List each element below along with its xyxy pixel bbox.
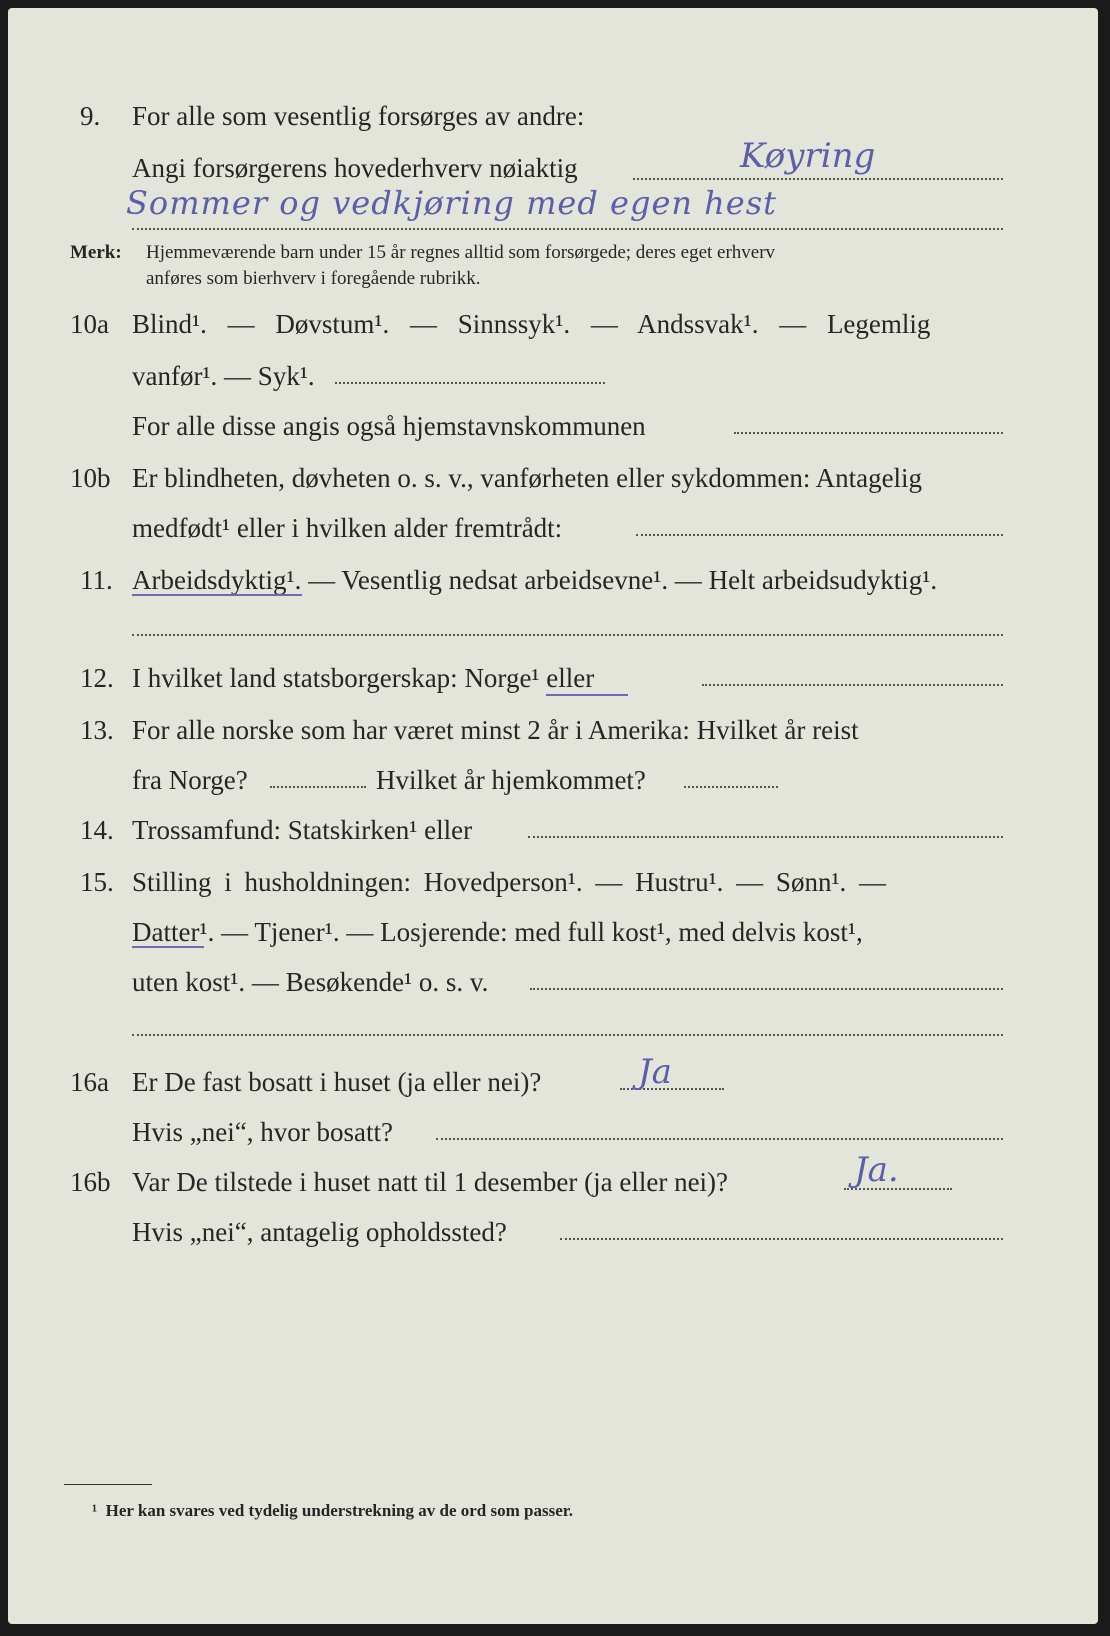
q12-text: I hvilket land statsborgerskap: xyxy=(132,663,458,693)
q11-option-arbeidsdyktig: Arbeidsdyktig xyxy=(132,565,287,595)
q13-line2b: Hvilket år hjemkommet? xyxy=(376,765,646,795)
q12-underline xyxy=(546,694,628,696)
footnote xyxy=(92,1500,573,1522)
q10a-line3: For alle disse angis også hjemstavnskommunen xyxy=(132,411,646,441)
q10a-answer-line xyxy=(335,382,605,384)
q14-option-statskirken: Statskirken¹ xyxy=(287,815,418,845)
q15-answer-line2 xyxy=(132,1034,1003,1036)
q15-number: 15. xyxy=(80,867,114,897)
merk-label: Merk: xyxy=(70,242,122,263)
q13-hjemkommet-line xyxy=(684,786,778,788)
footnote-rule xyxy=(64,1484,152,1485)
q14-number: 14. xyxy=(80,815,114,845)
q9-line1: For alle som vesentlig forsørges av andre: xyxy=(132,101,585,131)
q16b-handwritten-answer: Ja. xyxy=(854,1150,899,1190)
q15-line2-rest: ¹. — Tjener¹. — Losjerende: med full kost¹, med delvis kost¹, xyxy=(199,917,863,947)
q16a-handwritten-answer: Ja xyxy=(638,1052,672,1092)
q13-line2a: fra Norge? xyxy=(132,765,248,795)
q14-answer-line xyxy=(528,836,1003,838)
q10b-answer-line xyxy=(636,534,1003,536)
q16a-number: 16a xyxy=(70,1067,109,1097)
q12-option-norge: Norge¹ xyxy=(464,663,540,693)
q15-underline xyxy=(132,946,204,948)
q9-answer-line xyxy=(633,178,1003,180)
q13-reist-line xyxy=(270,786,366,788)
q10a-line1: Blind¹. — Døvstum¹. — Sinnssyk¹. — Andssvak¹. — Legemlig xyxy=(132,309,931,339)
q15-line2 xyxy=(132,916,863,948)
q9-answer-line2 xyxy=(132,228,1003,230)
q16b-number: 16b xyxy=(70,1167,111,1197)
footnote-text: Her kan svares ved tydelig understrekning av de ord som passer. xyxy=(105,1501,573,1520)
q10a-number: 10a xyxy=(70,309,109,339)
q11-line xyxy=(132,564,937,596)
q11-number: 11. xyxy=(80,565,113,595)
q16a-line2: Hvis „nei“, hvor bosatt? xyxy=(132,1117,393,1147)
q16b-opholdssted-line xyxy=(560,1238,1003,1240)
q9-number: 9. xyxy=(80,101,101,131)
q11-rest: ¹. — Vesentlig nedsat arbeidsevne¹. — Helt arbeidsudyktig¹. xyxy=(286,565,938,595)
q14-line xyxy=(132,814,472,846)
q12-answer-line xyxy=(702,684,1003,686)
q10a-home-line xyxy=(734,432,1003,434)
q14-text: Trossamfund: xyxy=(132,815,282,845)
q10b-line1: Er blindheten, døvheten o. s. v., vanførheten eller sykdommen: Antagelig xyxy=(132,463,923,493)
q12-number: 12. xyxy=(80,663,114,693)
q15-option-datter: Datter xyxy=(132,917,200,947)
q10b-number: 10b xyxy=(70,463,111,493)
q16b-line1: Var De tilstede i huset natt til 1 desember (ja eller nei)? xyxy=(132,1167,729,1197)
q9-handwritten-answer2: Sommer og vedkjøring med egen hest xyxy=(126,184,777,222)
footnote-mark: ¹ xyxy=(92,1501,98,1520)
q16a-bosatt-line xyxy=(436,1138,1003,1140)
q15-line1: Stilling i husholdningen: Hovedperson¹. — Hustru¹. — Sønn¹. — xyxy=(132,867,887,897)
q15-line3: uten kost¹. — Besøkende¹ o. s. v. xyxy=(132,967,489,997)
q9-handwritten-answer1: Køyring xyxy=(740,136,876,176)
q14-rest: eller xyxy=(424,815,473,845)
q10a-line2: vanfør¹. — Syk¹. xyxy=(132,361,315,391)
merk-line2: anføres som bierhverv i foregående rubrikk. xyxy=(146,268,481,289)
q9-line2: Angi forsørgerens hovederhverv nøiaktig xyxy=(132,153,578,183)
q16a-line1: Er De fast bosatt i huset (ja eller nei)? xyxy=(132,1067,542,1097)
q13-line1: For alle norske som har været minst 2 år i Amerika: Hvilket år reist xyxy=(132,715,859,745)
q11-answer-line xyxy=(132,634,1003,636)
q16a-answer-line xyxy=(620,1088,724,1090)
q13-number: 13. xyxy=(80,715,114,745)
q10b-line2: medfødt¹ eller i hvilken alder fremtrådt: xyxy=(132,513,563,543)
q11-underline xyxy=(132,594,302,596)
merk-line1: Hjemmeværende barn under 15 år regnes alltid som forsørgede; deres eget erhverv xyxy=(146,242,776,263)
q12-rest: eller xyxy=(546,663,595,693)
q15-answer-line xyxy=(530,988,1003,990)
q16b-line2: Hvis „nei“, antagelig opholdssted? xyxy=(132,1217,507,1247)
q12-line xyxy=(132,662,594,694)
census-form-page xyxy=(8,8,1098,1624)
